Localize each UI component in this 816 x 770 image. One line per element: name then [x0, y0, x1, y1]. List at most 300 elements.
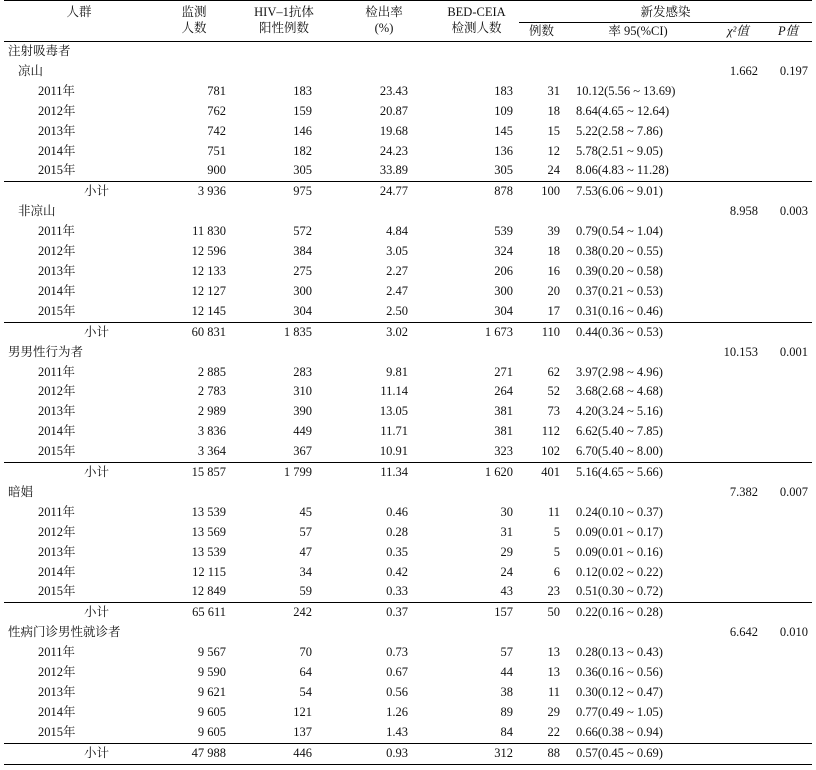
cell-bed: 89 [500, 704, 513, 719]
cell-cases: 110 [519, 322, 564, 342]
table-row-year [4, 262, 812, 282]
cell-rate-ci: 7.53(6.06 ~ 9.01) [564, 182, 712, 202]
table-row-subtotal [4, 603, 812, 623]
header-cases: 例数 [519, 23, 564, 42]
cell-p-value [764, 543, 812, 563]
cell-positive: 64 [299, 665, 312, 680]
cell-label: 2013年 [38, 404, 76, 419]
cell-rate: 1.26 [386, 704, 408, 719]
cell-p-value: 0.007 [779, 484, 809, 499]
cell-rate: 24.23 [379, 143, 408, 158]
table-row-year [4, 382, 812, 402]
cell-cases: 16 [547, 263, 560, 278]
cell-monitored: 65 611 [154, 603, 234, 623]
cell-bed: 1 673 [434, 322, 519, 342]
cell-positive: 59 [299, 584, 312, 599]
cell-p-value [764, 663, 812, 683]
cell-monitored: 742 [207, 123, 226, 138]
cell-positive: 242 [234, 603, 334, 623]
cell-chi2 [712, 363, 764, 383]
cell-rate-ci: 0.12(0.02 ~ 0.22) [576, 564, 663, 579]
cell-chi2 [712, 82, 764, 102]
cell-rate-ci: 5.78(2.51 ~ 9.05) [576, 143, 663, 158]
cell-rate-ci: 0.37(0.21 ~ 0.53) [576, 283, 663, 298]
header-chi2: χ²值 [712, 23, 764, 42]
cell-p-value [764, 42, 812, 62]
cell-rate-ci: 0.09(0.01 ~ 0.17) [576, 524, 663, 539]
cell-rate: 0.35 [386, 544, 408, 559]
cell-positive: 304 [293, 303, 312, 318]
cell-p-value [764, 363, 812, 383]
cell-positive: 1 799 [234, 463, 334, 483]
cell-label: 暗娼 [8, 484, 34, 499]
cell-label: 男男性行为者 [8, 344, 84, 359]
cell-label: 2012年 [38, 384, 76, 399]
cell-rate [334, 202, 434, 222]
table-row-year [4, 523, 812, 543]
cell-chi2 [712, 743, 764, 764]
cell-label: 2015年 [38, 584, 76, 599]
cell-rate: 11.71 [380, 424, 408, 439]
cell-monitored [154, 343, 234, 363]
table-row-year [4, 582, 812, 602]
cell-bed: 323 [494, 444, 513, 459]
cell-monitored: 781 [207, 83, 226, 98]
table-row-year [4, 161, 812, 181]
cell-p-value [764, 82, 812, 102]
cell-cases [519, 202, 564, 222]
cell-bed: 539 [494, 224, 513, 239]
cell-cases: 5 [553, 544, 560, 559]
cell-cases: 31 [547, 83, 560, 98]
cell-label: 2015年 [38, 163, 76, 178]
cell-p-value [764, 282, 812, 302]
cell-monitored: 900 [207, 163, 226, 178]
cell-p-value: 0.197 [779, 63, 809, 78]
cell-chi2 [712, 463, 764, 483]
cell-cases: 13 [547, 645, 560, 660]
cell-chi2 [712, 122, 764, 142]
cell-rate-ci: 0.09(0.01 ~ 0.16) [576, 544, 663, 559]
table-row-year [4, 282, 812, 302]
cell-label: 2014年 [38, 564, 76, 579]
cell-rate-ci: 4.20(3.24 ~ 5.16) [576, 404, 663, 419]
cell-bed [434, 483, 519, 503]
cell-positive: 275 [293, 263, 312, 278]
cell-monitored: 2 783 [197, 384, 226, 399]
cell-rate [334, 623, 434, 643]
table-row-subtotal [4, 743, 812, 764]
cell-bed [434, 202, 519, 222]
cell-bed [434, 42, 519, 62]
cell-cases: 11 [547, 685, 560, 699]
cell-rate: 24.77 [334, 182, 434, 202]
cell-monitored: 12 596 [191, 244, 226, 259]
cell-bed: 44 [500, 665, 513, 680]
cell-bed: 30 [500, 504, 513, 519]
cell-rate: 4.84 [386, 224, 408, 239]
table-row-category [4, 483, 812, 503]
cell-rate: 9.81 [386, 364, 408, 379]
cell-label: 2011年 [38, 504, 76, 519]
header-monitored [154, 1, 234, 42]
table-row-year [4, 222, 812, 242]
table-row-year [4, 442, 812, 462]
table-row-year [4, 422, 812, 442]
cell-monitored: 13 569 [191, 524, 226, 539]
cell-monitored: 9 567 [197, 645, 226, 660]
cell-label: 非凉山 [18, 204, 56, 219]
header-rate-line2: (%) [374, 21, 394, 35]
cell-cases: 12 [547, 143, 560, 158]
cell-rate: 3.02 [334, 322, 434, 342]
cell-positive [234, 623, 334, 643]
cell-cases: 11 [547, 504, 560, 519]
cell-positive [234, 202, 334, 222]
cell-rate: 2.27 [386, 263, 408, 278]
table-row-subtotal [4, 322, 812, 342]
header-rate-ci [564, 23, 712, 42]
cell-rate-ci: 3.97(2.98 ~ 4.96) [576, 364, 663, 379]
cell-rate-ci: 0.57(0.45 ~ 0.69) [564, 743, 712, 764]
cell-monitored: 9 590 [197, 665, 226, 680]
cell-cases: 62 [547, 364, 560, 379]
cell-rate-ci [564, 623, 712, 643]
header-rate-line1: 检出率 [365, 5, 403, 19]
cell-rate: 0.73 [386, 645, 408, 660]
cell-monitored: 13 539 [191, 504, 226, 519]
cell-p-value [764, 302, 812, 322]
cell-chi2: 6.642 [729, 625, 758, 640]
cell-p-value [764, 382, 812, 402]
cell-rate-ci: 3.68(2.68 ~ 4.68) [576, 384, 663, 399]
cell-bed: 24 [500, 564, 513, 579]
cell-rate-ci: 6.62(5.40 ~ 7.85) [576, 424, 663, 439]
cell-rate: 0.46 [386, 504, 408, 519]
cell-rate [334, 343, 434, 363]
table-row-year [4, 683, 812, 703]
cell-rate-ci: 0.28(0.13 ~ 0.43) [576, 645, 663, 660]
cell-bed: 324 [494, 244, 513, 259]
cell-monitored: 2 885 [197, 364, 226, 379]
cell-rate-ci: 5.16(4.65 ~ 5.66) [564, 463, 712, 483]
header-new-infection: 新发感染 [519, 1, 812, 23]
header-bed-line1: BED-CEIA [447, 5, 506, 19]
cell-p-value [764, 563, 812, 583]
cell-p-value [764, 523, 812, 543]
cell-monitored: 3 936 [154, 182, 234, 202]
cell-positive [234, 62, 334, 82]
cell-p-value: 0.010 [779, 625, 809, 640]
cell-label: 2011年 [38, 83, 76, 98]
cell-p-value: 0.001 [779, 344, 809, 359]
cell-p-value [764, 402, 812, 422]
cell-rate: 3.05 [386, 244, 408, 259]
cell-p-value [764, 262, 812, 282]
cell-p-value [764, 603, 812, 623]
cell-rate-ci: 0.66(0.38 ~ 0.94) [576, 724, 663, 739]
cell-cases: 112 [541, 424, 560, 439]
cell-cases [519, 42, 564, 62]
cell-positive: 572 [293, 224, 312, 239]
cell-bed: 1 620 [434, 463, 519, 483]
table-body [4, 42, 812, 765]
cell-p-value [764, 703, 812, 723]
cell-bed: 109 [494, 103, 513, 118]
cell-label: 2013年 [38, 263, 76, 278]
cell-monitored: 12 145 [191, 303, 226, 318]
cell-positive: 47 [299, 544, 312, 559]
cell-rate-ci: 0.44(0.36 ~ 0.53) [564, 322, 712, 342]
cell-bed: 31 [500, 524, 513, 539]
cell-bed: 206 [494, 263, 513, 278]
cell-cases: 73 [547, 404, 560, 419]
cell-positive: 975 [234, 182, 334, 202]
cell-positive: 183 [293, 83, 312, 98]
cell-cases: 5 [553, 524, 560, 539]
table-row-year [4, 142, 812, 162]
hiv-incidence-table [4, 0, 812, 765]
cell-cases: 23 [547, 584, 560, 599]
cell-chi2 [712, 382, 764, 402]
cell-monitored: 2 989 [197, 404, 226, 419]
cell-rate-ci [564, 483, 712, 503]
cell-monitored [154, 623, 234, 643]
cell-chi2 [712, 683, 764, 703]
cell-positive: 159 [293, 103, 312, 118]
table-row-year [4, 242, 812, 262]
cell-monitored: 3 836 [197, 424, 226, 439]
cell-chi2 [712, 182, 764, 202]
cell-p-value [764, 442, 812, 462]
cell-rate-ci: 6.70(5.40 ~ 8.00) [576, 444, 663, 459]
cell-rate: 0.93 [334, 743, 434, 764]
cell-cases: 52 [547, 384, 560, 399]
cell-chi2 [712, 142, 764, 162]
cell-p-value [764, 122, 812, 142]
header-hiv-line1: HIV–1抗体 [254, 5, 314, 19]
cell-chi2 [712, 282, 764, 302]
cell-rate: 2.50 [386, 303, 408, 318]
cell-chi2 [712, 603, 764, 623]
cell-bed: 381 [494, 404, 513, 419]
cell-rate: 13.05 [379, 404, 408, 419]
cell-positive: 384 [293, 244, 312, 259]
cell-chi2 [712, 262, 764, 282]
cell-chi2 [712, 322, 764, 342]
cell-rate-ci: 0.79(0.54 ~ 1.04) [576, 224, 663, 239]
cell-bed: 305 [494, 163, 513, 178]
cell-label: 注射吸毒者 [8, 44, 71, 58]
cell-p-value [764, 142, 812, 162]
cell-bed: 878 [434, 182, 519, 202]
cell-rate-ci: 8.64(4.65 ~ 12.64) [576, 103, 670, 118]
cell-monitored: 13 539 [191, 544, 226, 559]
cell-chi2 [712, 643, 764, 663]
cell-rate-ci: 0.38(0.20 ~ 0.55) [576, 244, 663, 259]
cell-chi2 [712, 242, 764, 262]
cell-chi2 [712, 102, 764, 122]
table-row-year [4, 563, 812, 583]
cell-rate-ci: 0.39(0.20 ~ 0.58) [576, 263, 663, 278]
cell-chi2 [712, 302, 764, 322]
cell-rate: 0.33 [386, 584, 408, 599]
cell-rate-ci: 0.51(0.30 ~ 0.72) [576, 584, 663, 599]
cell-positive [234, 42, 334, 62]
cell-bed [434, 623, 519, 643]
cell-monitored: 11 830 [192, 224, 226, 239]
cell-label: 2015年 [38, 444, 76, 459]
cell-label: 2011年 [38, 224, 76, 239]
cell-monitored: 9 605 [197, 704, 226, 719]
cell-chi2 [712, 422, 764, 442]
cell-cases [519, 623, 564, 643]
header-monitored-line1: 监测 [181, 5, 207, 19]
cell-label: 2012年 [38, 665, 76, 680]
cell-p-value [764, 643, 812, 663]
cell-chi2 [712, 582, 764, 602]
cell-positive: 121 [293, 704, 312, 719]
cell-cases [519, 343, 564, 363]
table-row-subtotal [4, 463, 812, 483]
cell-cases: 18 [547, 244, 560, 259]
cell-positive: 57 [299, 524, 312, 539]
cell-monitored [154, 483, 234, 503]
cell-cases: 6 [553, 564, 560, 579]
cell-cases: 102 [541, 444, 560, 459]
cell-bed: 312 [434, 743, 519, 764]
header-population: 人群 [4, 1, 154, 42]
cell-monitored [154, 62, 234, 82]
cell-rate: 0.67 [386, 665, 408, 680]
cell-rate: 1.43 [386, 724, 408, 739]
header-hiv-line2: 阳性例数 [258, 21, 309, 35]
cell-cases: 18 [547, 103, 560, 118]
table-row-category [4, 623, 812, 643]
cell-chi2 [712, 523, 764, 543]
cell-label: 小计 [4, 743, 154, 764]
table-header [4, 1, 812, 42]
table-row-year [4, 543, 812, 563]
cell-bed: 304 [494, 303, 513, 318]
cell-rate [334, 42, 434, 62]
header-detection-rate [334, 1, 434, 42]
cell-chi2: 8.958 [729, 204, 758, 219]
cell-p-value [764, 683, 812, 703]
cell-rate [334, 483, 434, 503]
cell-chi2 [712, 543, 764, 563]
cell-label: 2011年 [38, 645, 76, 660]
cell-label: 2013年 [38, 123, 76, 138]
cell-bed: 57 [500, 645, 513, 660]
cell-rate: 10.91 [379, 444, 408, 459]
cell-p-value [764, 503, 812, 523]
table-row-year [4, 703, 812, 723]
cell-chi2 [712, 222, 764, 242]
cell-chi2 [712, 42, 764, 62]
cell-monitored: 751 [207, 143, 226, 158]
cell-cases: 17 [547, 303, 560, 318]
cell-label: 2014年 [38, 424, 76, 439]
cell-positive [234, 343, 334, 363]
cell-positive: 367 [293, 444, 312, 459]
cell-chi2 [712, 723, 764, 743]
cell-rate: 23.43 [379, 83, 408, 98]
cell-rate: 2.47 [386, 283, 408, 298]
cell-bed: 381 [494, 424, 513, 439]
cell-rate-ci [564, 62, 712, 82]
cell-cases: 401 [519, 463, 564, 483]
cell-label: 2012年 [38, 524, 76, 539]
cell-monitored: 12 115 [192, 564, 226, 579]
cell-label: 小计 [4, 463, 154, 483]
cell-rate-ci: 0.24(0.10 ~ 0.37) [576, 504, 663, 519]
table-row-category [4, 42, 812, 62]
cell-bed: 157 [434, 603, 519, 623]
cell-rate: 0.56 [386, 685, 408, 699]
cell-monitored: 9 605 [197, 724, 226, 739]
cell-monitored: 9 621 [197, 685, 226, 699]
cell-bed: 145 [494, 123, 513, 138]
cell-cases: 88 [519, 743, 564, 764]
cell-positive: 45 [299, 504, 312, 519]
header-bed-line2: 检测人数 [451, 21, 502, 35]
cell-rate-ci: 10.12(5.56 ~ 13.69) [576, 83, 676, 98]
cell-p-value [764, 161, 812, 181]
table-row-subtotal [4, 182, 812, 202]
cell-label: 小计 [4, 322, 154, 342]
cell-cases: 20 [547, 283, 560, 298]
cell-positive: 300 [293, 283, 312, 298]
cell-rate-ci: 0.77(0.49 ~ 1.05) [576, 704, 663, 719]
cell-bed: 183 [494, 83, 513, 98]
cell-p-value: 0.003 [779, 204, 809, 219]
cell-monitored: 15 857 [154, 463, 234, 483]
cell-label: 小计 [4, 603, 154, 623]
table-row-year [4, 663, 812, 683]
cell-bed: 300 [494, 283, 513, 298]
table-row-subgroup [4, 202, 812, 222]
table-row-year [4, 643, 812, 663]
cell-positive: 283 [293, 364, 312, 379]
cell-p-value [764, 422, 812, 442]
cell-positive: 182 [293, 143, 312, 158]
cell-label: 性病门诊男性就诊者 [8, 625, 121, 640]
header-bed-ceia [434, 1, 519, 42]
cell-chi2: 1.662 [729, 63, 758, 78]
cell-positive [234, 483, 334, 503]
header-monitored-line2: 人数 [181, 21, 207, 35]
cell-bed: 271 [494, 364, 513, 379]
table-row-year [4, 122, 812, 142]
cell-cases [519, 62, 564, 82]
cell-positive: 446 [234, 743, 334, 764]
cell-label: 2013年 [38, 544, 76, 559]
cell-monitored: 12 133 [191, 263, 226, 278]
cell-rate-ci: 0.22(0.16 ~ 0.28) [564, 603, 712, 623]
cell-p-value [764, 242, 812, 262]
cell-positive: 305 [293, 163, 312, 178]
cell-cases: 22 [547, 724, 560, 739]
table-row-year [4, 102, 812, 122]
cell-rate: 0.28 [386, 524, 408, 539]
cell-chi2: 10.153 [723, 344, 758, 359]
cell-chi2 [712, 161, 764, 181]
cell-rate-ci [564, 343, 712, 363]
table-row-year [4, 503, 812, 523]
cell-p-value [764, 322, 812, 342]
cell-cases: 24 [547, 163, 560, 178]
